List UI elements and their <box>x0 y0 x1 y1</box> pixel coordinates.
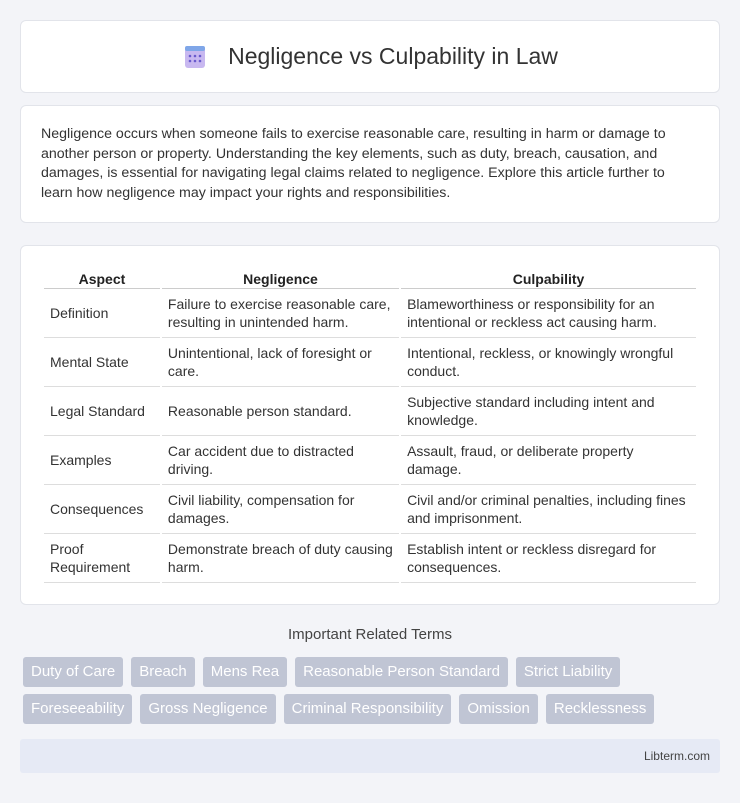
table-row <box>44 436 696 485</box>
page-header <box>20 20 720 93</box>
table-cell: Examples <box>44 436 160 485</box>
table-cell: Blameworthiness or responsibility for an intentional or reckless act causing harm. <box>401 289 696 338</box>
table-row <box>44 534 696 583</box>
table-cell: Demonstrate breach of duty causing harm. <box>162 534 399 583</box>
list-icon <box>182 44 208 70</box>
table-cell: Mental State <box>44 338 160 387</box>
related-term-tag[interactable]: Strict Liability <box>516 657 620 687</box>
table-cell: Establish intent or reckless disregard for consequences. <box>401 534 696 583</box>
table-cell: Civil and/or criminal penalties, including fines and imprisonment. <box>401 485 696 534</box>
table-cell: Definition <box>44 289 160 338</box>
related-term-tag[interactable]: Criminal Responsibility <box>284 694 452 724</box>
table-cell: Subjective standard including intent and knowledge. <box>401 387 696 436</box>
comparison-table-card <box>20 245 720 605</box>
intro-paragraph: Negligence occurs when someone fails to exercise reasonable care, resulting in harm or damage to another person or property. Understanding the key elements, such as duty, breach, causation, and damages, is essential for navigating legal claims related to negligence. Explore this article further to learn how negligence may impact your rights and responsibilities. <box>20 105 720 223</box>
table-cell: Consequences <box>44 485 160 534</box>
related-term-tag[interactable]: Gross Negligence <box>140 694 275 724</box>
column-header: Culpability <box>401 266 696 289</box>
footer <box>20 739 720 773</box>
related-term-tag[interactable]: Mens Rea <box>203 657 287 687</box>
related-term-tag[interactable]: Reasonable Person Standard <box>295 657 508 687</box>
table-cell: Assault, fraud, or deliberate property damage. <box>401 436 696 485</box>
related-term-tag[interactable]: Omission <box>459 694 538 724</box>
table-cell: Reasonable person standard. <box>162 387 399 436</box>
related-terms-title: Important Related Terms <box>288 626 452 643</box>
table-cell: Civil liability, compensation for damages. <box>162 485 399 534</box>
related-term-tag[interactable]: Breach <box>131 657 195 687</box>
column-header: Aspect <box>44 266 160 289</box>
table-cell: Car accident due to distracted driving. <box>162 436 399 485</box>
related-terms-list <box>23 657 703 731</box>
table-header-row <box>44 266 696 289</box>
table-row <box>44 485 696 534</box>
table-row <box>44 338 696 387</box>
table-row <box>44 289 696 338</box>
related-term-tag[interactable]: Duty of Care <box>23 657 123 687</box>
comparison-table <box>42 266 698 583</box>
table-cell: Intentional, reckless, or knowingly wrongful conduct. <box>401 338 696 387</box>
related-term-tag[interactable]: Foreseeability <box>23 694 132 724</box>
footer-site-link[interactable]: Libterm.com <box>643 749 710 763</box>
table-cell: Legal Standard <box>44 387 160 436</box>
table-cell: Proof Requirement <box>44 534 160 583</box>
page-title: Negligence vs Culpability in Law <box>228 43 558 69</box>
related-term-tag[interactable]: Recklessness <box>546 694 655 724</box>
table-row <box>44 387 696 436</box>
table-cell: Failure to exercise reasonable care, resulting in unintended harm. <box>162 289 399 338</box>
column-header: Negligence <box>162 266 399 289</box>
table-cell: Unintentional, lack of foresight or care. <box>162 338 399 387</box>
